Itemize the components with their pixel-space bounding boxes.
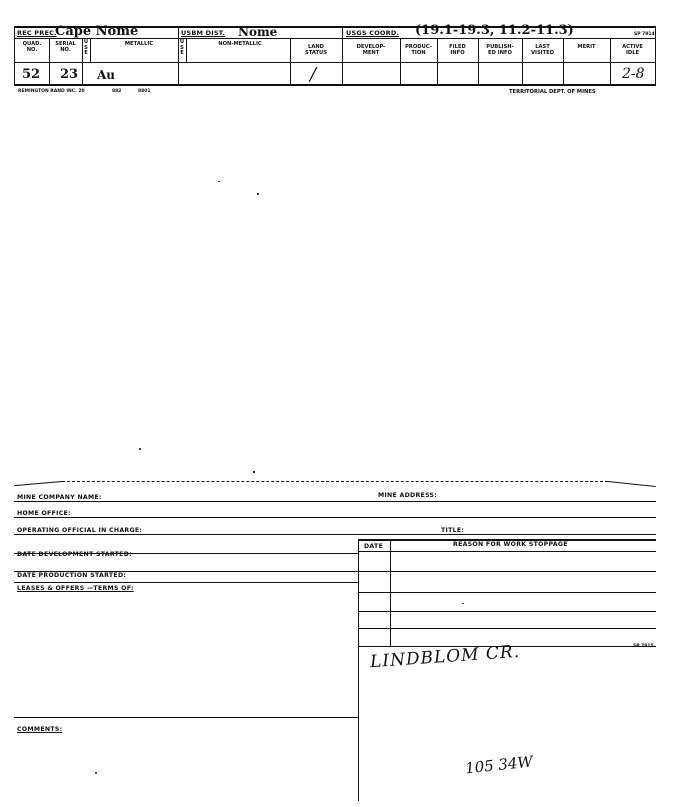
mine-address-label: MINE ADDRESS: [378,492,438,499]
printer-imprint: REMINGTON RAND INC. 20 [18,89,85,94]
leases-offers-label: LEASES & OFFERS —TERMS OF: [17,585,134,592]
usgs-coord-label: USGS COORD. [346,29,400,37]
column-header-divider [14,62,656,63]
date-column-header: DATE [364,543,384,550]
card-back-top-edge [62,481,608,482]
header-vline-1 [178,26,179,38]
leases-bottom-line [14,717,358,718]
metallic-value: Au [97,68,116,82]
stoppage-line-a [358,592,656,593]
home-office-label: HOME OFFICE: [17,510,71,517]
speck [218,181,220,182]
form-number-top: SP 7914 [634,32,655,37]
speck [257,193,259,195]
title-label: TITLE: [441,527,465,534]
handwritten-number: 105 34W [464,752,534,778]
speck [253,471,255,473]
speck [139,448,141,450]
stoppage-left-border [358,539,359,801]
row-line-3 [14,534,656,535]
comments-label: COMMENTS: [17,726,63,733]
rec-prec-label: REC PREC. [17,29,57,37]
stoppage-date-divider [390,539,391,646]
stoppage-header-line [358,551,656,552]
printer-code-b: 8801 [138,89,151,94]
usbm-dist-value: Nome [238,25,278,39]
operating-official-label: OPERATING OFFICIAL IN CHARGE: [17,527,143,534]
active-idle-mark: 2-8 [622,66,645,82]
col-use-1: U S E [83,39,89,56]
land-status-mark: / [310,64,317,85]
speck [95,772,97,774]
col-land-status: LAND STATUS [305,44,327,56]
quad-value: 52 [22,67,41,82]
card-back-top-right-curve [607,481,656,497]
mine-company-name-label: MINE COMPANY NAME: [17,494,102,501]
department-imprint: TERRITORIAL DEPT. OF MINES [509,89,596,95]
row-line-1 [14,501,656,502]
usbm-dist-label: USBM DIST. [181,29,226,37]
speck [462,603,464,604]
col-filed-info: FILED INFO [449,44,466,56]
col-production: PRODUC- TION [405,44,432,56]
col-serial-no: SERIAL NO. [55,41,76,53]
col-vline-use1 [90,38,91,62]
col-vline-use2 [186,38,187,62]
card-right-border [655,26,656,84]
reason-column-header: REASON FOR WORK STOPPAGE [453,541,568,548]
col-metallic: METALLIC [124,41,154,47]
form-number-back: SP 7915 [633,644,654,649]
col-active-idle: ACTIVE IDLE [622,44,643,56]
rec-prec-value: Cape Nome [55,24,139,39]
date-development-label: DATE DEVELOPMENT STARTED: [17,551,132,558]
header-vline-2 [342,26,343,38]
col-merit: MERIT [577,44,596,50]
col-last-visited: LAST VISITED [531,44,554,56]
stoppage-line-c [358,628,656,629]
card-left-border [14,26,15,84]
col-use-2: U S E [179,39,185,56]
row-line-6 [14,582,358,583]
card-bottom-border [14,84,656,86]
handwritten-creek-name: LINDBLOM CR. [369,641,521,673]
stoppage-line-b [358,611,656,612]
date-production-label: DATE PRODUCTION STARTED: [17,572,127,579]
row-line-2 [14,517,656,518]
serial-value: 23 [60,67,79,82]
printer-code-a: 882 [112,89,122,94]
col-development: DEVELOP- MENT [356,44,386,56]
col-quad-no: QUAD. NO. [22,41,42,53]
col-non-metallic: NON-METALLIC [218,41,262,47]
col-published-info: PUBLISH- ED INFO [486,44,514,56]
usgs-coord-value: (19.1-19.3, 11.2-11.3) [415,23,574,38]
